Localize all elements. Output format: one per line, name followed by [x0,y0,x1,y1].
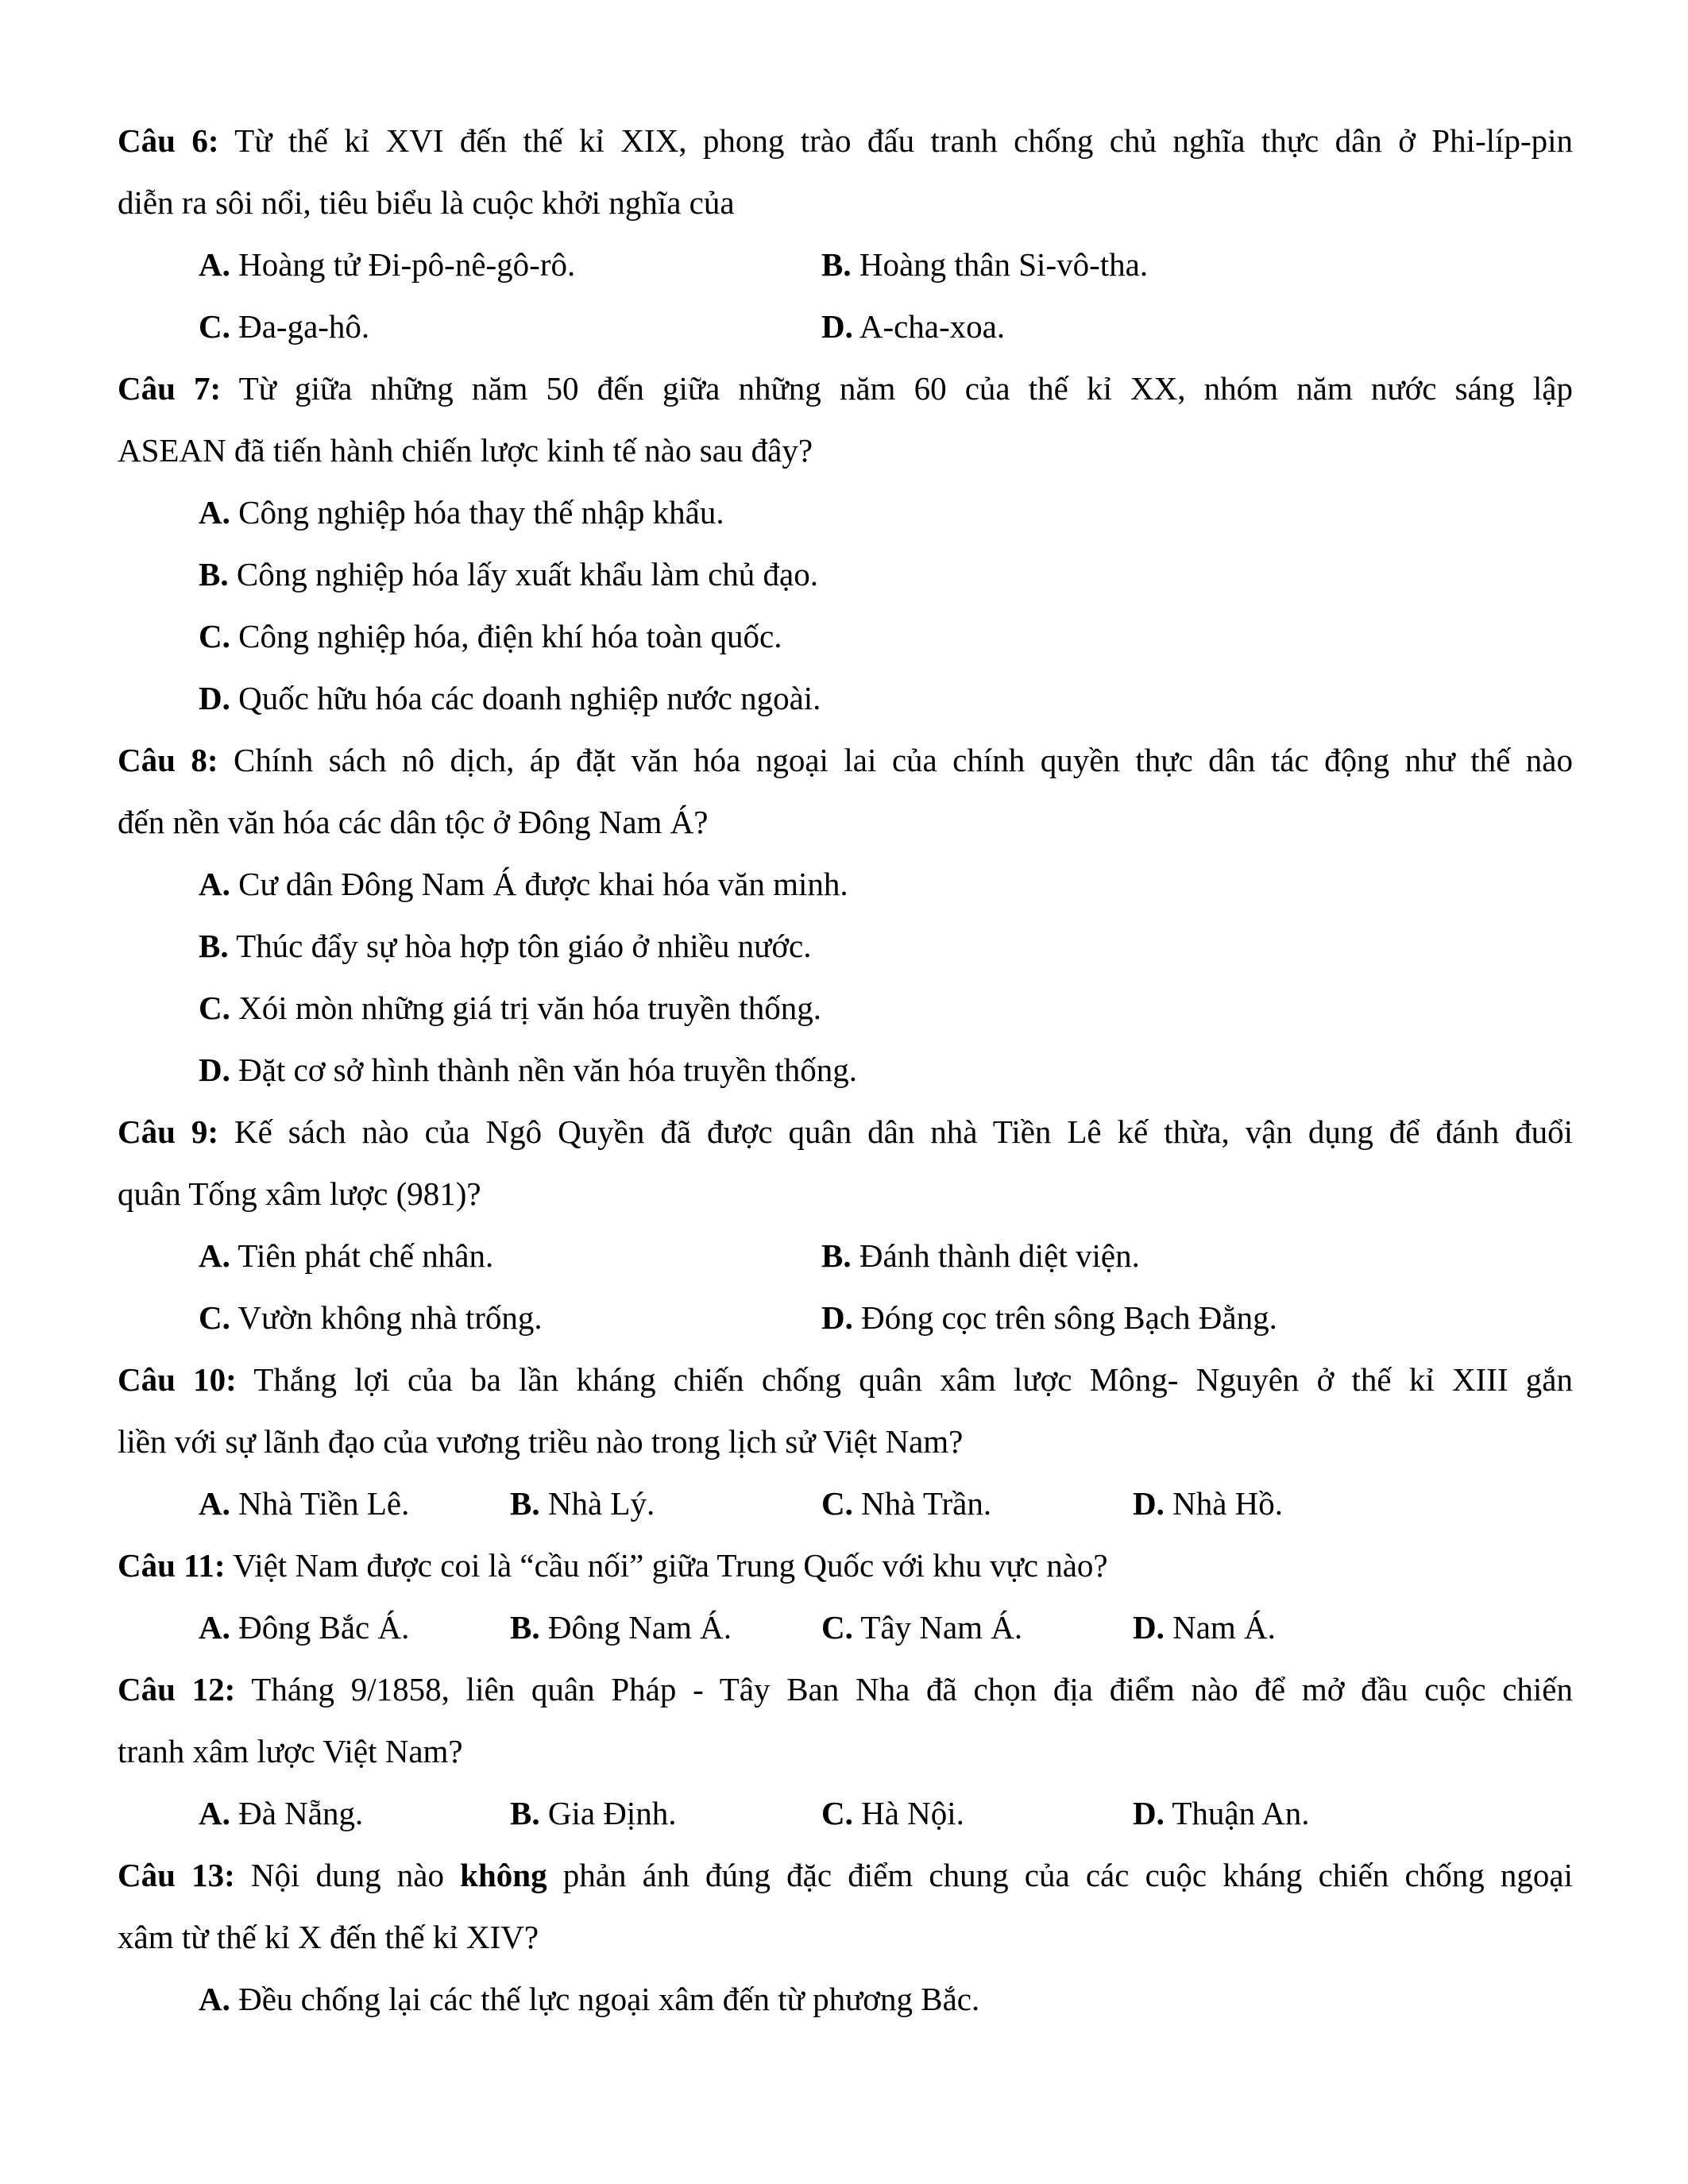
question-12-stem-cont: tranh xâm lược Việt Nam? [118,1733,463,1769]
question-text: Tháng 9/1858, liên quân Pháp - Tây Ban Nha đã chọn địa điểm nào để mở đầu cuộc chiến [235,1671,1573,1707]
question-label: Câu 8: [118,742,218,778]
question-7-option-b: B. Công nghiệp hóa lấy xuất khẩu làm chủ đạo. [199,556,818,592]
question-label: Câu 7: [118,370,222,407]
question-label: Câu 10: [118,1361,237,1398]
question-6-option-a: A. Hoàng tử Đi-pô-nê-gô-rô. [199,246,576,283]
question-12-option-c: C. Hà Nội. [821,1795,964,1831]
question-9-option-b: B. Đánh thành diệt viện. [821,1237,1140,1274]
question-text: Từ thế kỉ XVI đến thế kỉ XIX, phong trào đấu tranh chống chủ nghĩa thực dân ở Phi-líp-pin [218,122,1573,159]
question-label: Câu 12: [118,1671,236,1707]
question-9-option-c: C. Vườn không nhà trống. [199,1299,543,1336]
question-7-stem-cont: ASEAN đã tiến hành chiến lược kinh tế nào sau đây? [118,432,813,469]
question-12-option-d: D. Thuận An. [1133,1795,1310,1831]
question-12-option-b: B. Gia Định. [510,1795,677,1831]
question-6-stem-cont: diễn ra sôi nổi, tiêu biểu là cuộc khởi nghĩa của [118,184,735,221]
question-11-option-a: A. Đông Bắc Á. [199,1609,410,1646]
question-10-stem-cont: liền với sự lãnh đạo của vương triều nào trong lịch sử Việt Nam? [118,1423,964,1460]
question-text-post: phản ánh đúng đặc điểm chung của các cuộc kháng chiến chống ngoại [547,1857,1573,1893]
question-label: Câu 11: [118,1547,226,1584]
question-8-option-c: C. Xói mòn những giá trị văn hóa truyền thống. [199,990,822,1026]
question-10-option-b: B. Nhà Lý. [510,1485,655,1522]
question-text: Chính sách nô dịch, áp đặt văn hóa ngoại lai của chính quyền thực dân tác động như thế nào [218,742,1573,778]
question-6-option-c: C. Đa-ga-hô. [199,308,370,345]
question-6-option-b: B. Hoàng thân Si-vô-tha. [821,246,1149,283]
question-12-stem [118,1669,1573,1709]
question-13-stem-cont: xâm từ thế kỉ X đến thế kỉ XIV? [118,1919,539,1955]
question-9-stem [118,1112,1573,1152]
question-11-option-d: D. Nam Á. [1133,1609,1276,1646]
question-8-option-b: B. Thúc đẩy sự hòa hợp tôn giáo ở nhiều nước. [199,928,812,964]
question-text: Thắng lợi của ba lần kháng chiến chống quân xâm lược Mông- Nguyên ở thế kỉ XIII gắn [236,1361,1573,1398]
question-label: Câu 9: [118,1113,219,1150]
question-10-stem [118,1360,1573,1399]
question-10-option-d: D. Nhà Hồ. [1133,1485,1284,1522]
question-text: Kế sách nào của Ngô Quyền đã được quân dân nhà Tiền Lê kế thừa, vận dụng để đánh đuổi [218,1113,1573,1150]
question-11-option-c: C. Tây Nam Á. [821,1609,1023,1646]
question-7-stem [118,369,1573,408]
question-11-stem [118,1545,1573,1585]
question-6-option-d: D. A-cha-xoa. [821,308,1006,345]
question-8-stem [118,740,1573,780]
question-9-option-a: A. Tiên phát chế nhân. [199,1237,494,1274]
question-11-option-b: B. Đông Nam Á. [510,1609,732,1646]
question-13-option-a: A. Đều chống lại các thế lực ngoại xâm đến từ phương Bắc. [199,1981,980,2017]
question-text: Việt Nam được coi là “cầu nối” giữa Trung Quốc với khu vực nào? [225,1547,1108,1584]
question-9-stem-cont: quân Tống xâm lược (981)? [118,1175,481,1212]
question-label: Câu 13: [118,1857,235,1893]
question-9-option-d: D. Đóng cọc trên sông Bạch Đằng. [821,1299,1277,1336]
question-7-option-a: A. Công nghiệp hóa thay thế nhập khẩu. [199,494,724,531]
question-6-stem [118,121,1573,160]
question-label: Câu 6: [118,122,219,159]
question-text-emphasis: không [460,1857,547,1893]
question-10-option-c: C. Nhà Trần. [821,1485,992,1522]
question-text: Từ giữa những năm 50 đến giữa những năm 60 của thế kỉ XX, nhóm năm nước sáng lập [221,370,1573,407]
question-7-option-d: D. Quốc hữu hóa các doanh nghiệp nước ngoài. [199,680,821,716]
question-7-option-c: C. Công nghiệp hóa, điện khí hóa toàn quốc. [199,618,782,654]
question-13-stem [118,1855,1573,1895]
question-text-pre: Nội dung nào [234,1857,461,1893]
question-8-option-a: A. Cư dân Đông Nam Á được khai hóa văn minh. [199,866,848,902]
question-8-option-d: D. Đặt cơ sở hình thành nền văn hóa truyền thống. [199,1051,858,1088]
question-8-stem-cont: đến nền văn hóa các dân tộc ở Đông Nam Á? [118,804,709,840]
question-12-option-a: A. Đà Nẵng. [199,1795,364,1831]
question-10-option-a: A. Nhà Tiền Lê. [199,1485,410,1522]
